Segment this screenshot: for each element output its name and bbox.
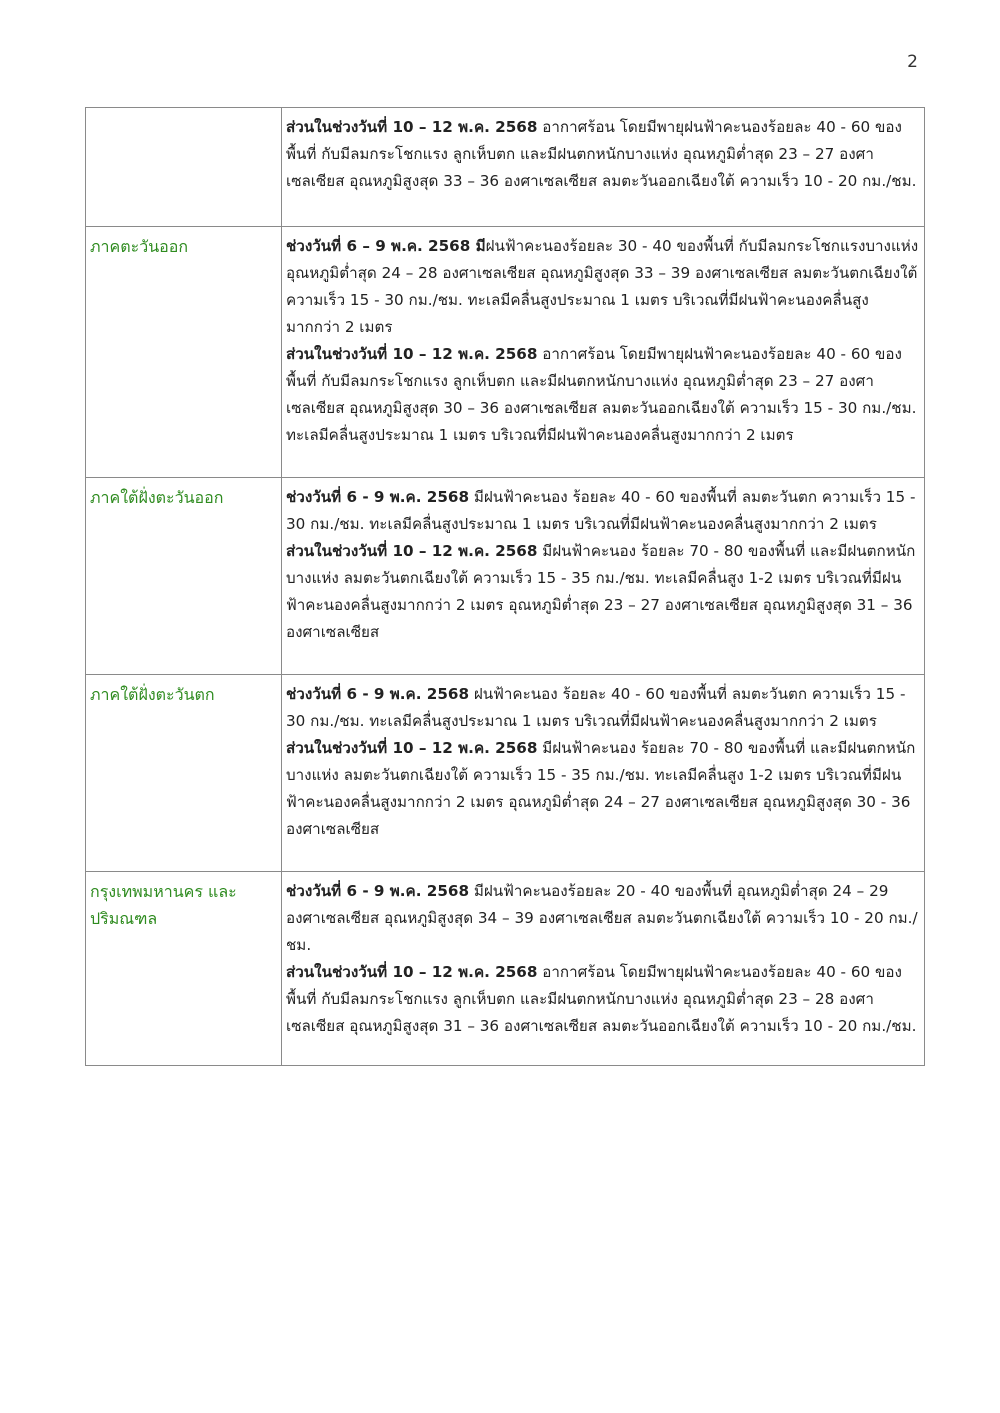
forecast-text: ฝนฟ้าคะนอง ร้อยละ 40 - 60 ของพื้นที่ ลมตะวันตก ความเร็ว 15 - 30 กม./ชม. ทะเลมีคลื่นสูงประมาณ 1 เมตร บริเวณที่มีฝนฟ้าคะนองคลื่นสูงมากกว่า 2 เมตร: [286, 685, 906, 730]
forecast-paragraph: [286, 484, 920, 538]
table-row: [86, 108, 925, 227]
forecast-paragraph: [286, 114, 920, 195]
period-heading: ส่วนในช่วงวันที่ 10 – 12 พ.ค. 2568: [286, 345, 538, 363]
detail-cell: [282, 675, 925, 872]
forecast-text: อากาศร้อน โดยมีพายุฝนฟ้าคะนองร้อยละ 40 - 60 ของพื้นที่ กับมีลมกระโชกแรง ลูกเห็บตก และมีฝนตกหนักบางแห่ง อุณหภูมิต่ำสุด 23 – 27 องศาเซลเซียส อุณหภูมิสูงสุด 33 – 36 องศาเซลเซียส ลมตะวันออกเฉียงใต้ ความเร็ว 10 - 20 กม./ชม.: [286, 118, 917, 190]
page-number: 2: [907, 52, 918, 72]
forecast-text: ฝนฟ้าคะนองร้อยละ 30 - 40 ของพื้นที่ กับมีลมกระโชกแรงบางแห่ง อุณหภูมิต่ำสุด 24 – 28 องศาเซลเซียส อุณหภูมิสูงสุด 33 – 39 องศาเซลเซียส ลมตะวันตกเฉียงใต้ ความเร็ว 15 - 30 กม./ชม. ทะเลมีคลื่นสูงประมาณ 1 เมตร บริเวณที่มีฝนฟ้าคะนองคลื่นสูงมากกว่า 2 เมตร: [286, 237, 919, 336]
region-cell: ภาคใต้ฝั่งตะวันตก: [86, 675, 282, 872]
forecast-paragraph: [286, 538, 920, 646]
region-cell: ภาคตะวันออก: [86, 227, 282, 478]
table-row: [86, 478, 925, 675]
table-row: [86, 872, 925, 1066]
region-cell: [86, 108, 282, 227]
period-heading: ส่วนในช่วงวันที่ 10 – 12 พ.ค. 2568: [286, 739, 538, 757]
period-heading: ช่วงวันที่ 6 – 9 พ.ค. 2568 มี: [286, 237, 486, 255]
forecast-text: อากาศร้อน โดยมีพายุฝนฟ้าคะนองร้อยละ 40 - 60 ของพื้นที่ กับมีลมกระโชกแรง ลูกเห็บตก และมีฝนตกหนักบางแห่ง อุณหภูมิต่ำสุด 23 – 27 องศาเซลเซียส อุณหภูมิสูงสุด 30 – 36 องศาเซลเซียส ลมตะวันออกเฉียงใต้ ความเร็ว 15 - 30 กม./ชม. ทะเลมีคลื่นสูงประมาณ 1 เมตร บริเวณที่มีฝนฟ้าคะนองคลื่นสูงมากกว่า 2 เมตร: [286, 345, 917, 444]
period-heading: ช่วงวันที่ 6 - 9 พ.ค. 2568: [286, 685, 470, 703]
forecast-paragraph: [286, 341, 920, 449]
period-heading: ส่วนในช่วงวันที่ 10 – 12 พ.ค. 2568: [286, 542, 538, 560]
forecast-text: มีฝนฟ้าคะนองร้อยละ 20 - 40 ของพื้นที่ อุณหภูมิต่ำสุด 24 – 29 องศาเซลเซียส อุณหภูมิสูงสุด 34 – 39 องศาเซลเซียส ลมตะวันตกเฉียงใต้ ความเร็ว 10 - 20 กม./ชม.: [286, 882, 918, 954]
table-row: [86, 227, 925, 478]
forecast-paragraph: [286, 878, 920, 959]
table-row: [86, 675, 925, 872]
period-heading: ช่วงวันที่ 6 - 9 พ.ค. 2568: [286, 488, 470, 506]
detail-cell: [282, 872, 925, 1066]
forecast-paragraph: [286, 959, 920, 1040]
forecast-table: [85, 107, 925, 1066]
period-heading: ส่วนในช่วงวันที่ 10 – 12 พ.ค. 2568: [286, 118, 538, 136]
forecast-paragraph: [286, 681, 920, 735]
region-cell: กรุงเทพมหานคร และปริมณฑล: [86, 872, 282, 1066]
forecast-text: มีฝนฟ้าคะนอง ร้อยละ 70 - 80 ของพื้นที่ และมีฝนตกหนักบางแห่ง ลมตะวันตกเฉียงใต้ ความเร็ว 15 - 35 กม./ชม. ทะเลมีคลื่นสูง 1-2 เมตร บริเวณที่มีฝนฟ้าคะนองคลื่นสูงมากกว่า 2 เมตร อุณหภูมิต่ำสุด 23 – 27 องศาเซลเซียส อุณหภูมิสูงสุด 31 – 36 องศาเซลเซียส: [286, 542, 916, 641]
period-heading: ช่วงวันที่ 6 - 9 พ.ค. 2568: [286, 882, 470, 900]
forecast-paragraph: [286, 233, 920, 341]
region-cell: ภาคใต้ฝั่งตะวันออก: [86, 478, 282, 675]
detail-cell: [282, 108, 925, 227]
forecast-text: อากาศร้อน โดยมีพายุฝนฟ้าคะนองร้อยละ 40 - 60 ของพื้นที่ กับมีลมกระโชกแรง ลูกเห็บตก และมีฝนตกหนักบางแห่ง อุณหภูมิต่ำสุด 23 – 28 องศาเซลเซียส อุณหภูมิสูงสุด 31 – 36 องศาเซลเซียส ลมตะวันออกเฉียงใต้ ความเร็ว 10 - 20 กม./ชม.: [286, 963, 917, 1035]
forecast-text: มีฝนฟ้าคะนอง ร้อยละ 40 - 60 ของพื้นที่ ลมตะวันตก ความเร็ว 15 - 30 กม./ชม. ทะเลมีคลื่นสูงประมาณ 1 เมตร บริเวณที่มีฝนฟ้าคะนองคลื่นสูงมากกว่า 2 เมตร: [286, 488, 916, 533]
forecast-text: มีฝนฟ้าคะนอง ร้อยละ 70 - 80 ของพื้นที่ และมีฝนตกหนักบางแห่ง ลมตะวันตกเฉียงใต้ ความเร็ว 15 - 35 กม./ชม. ทะเลมีคลื่นสูง 1-2 เมตร บริเวณที่มีฝนฟ้าคะนองคลื่นสูงมากกว่า 2 เมตร อุณหภูมิต่ำสุด 24 – 27 องศาเซลเซียส อุณหภูมิสูงสุด 30 - 36 องศาเซลเซียส: [286, 739, 916, 838]
detail-cell: [282, 478, 925, 675]
period-heading: ส่วนในช่วงวันที่ 10 – 12 พ.ค. 2568: [286, 963, 538, 981]
detail-cell: [282, 227, 925, 478]
forecast-paragraph: [286, 735, 920, 843]
